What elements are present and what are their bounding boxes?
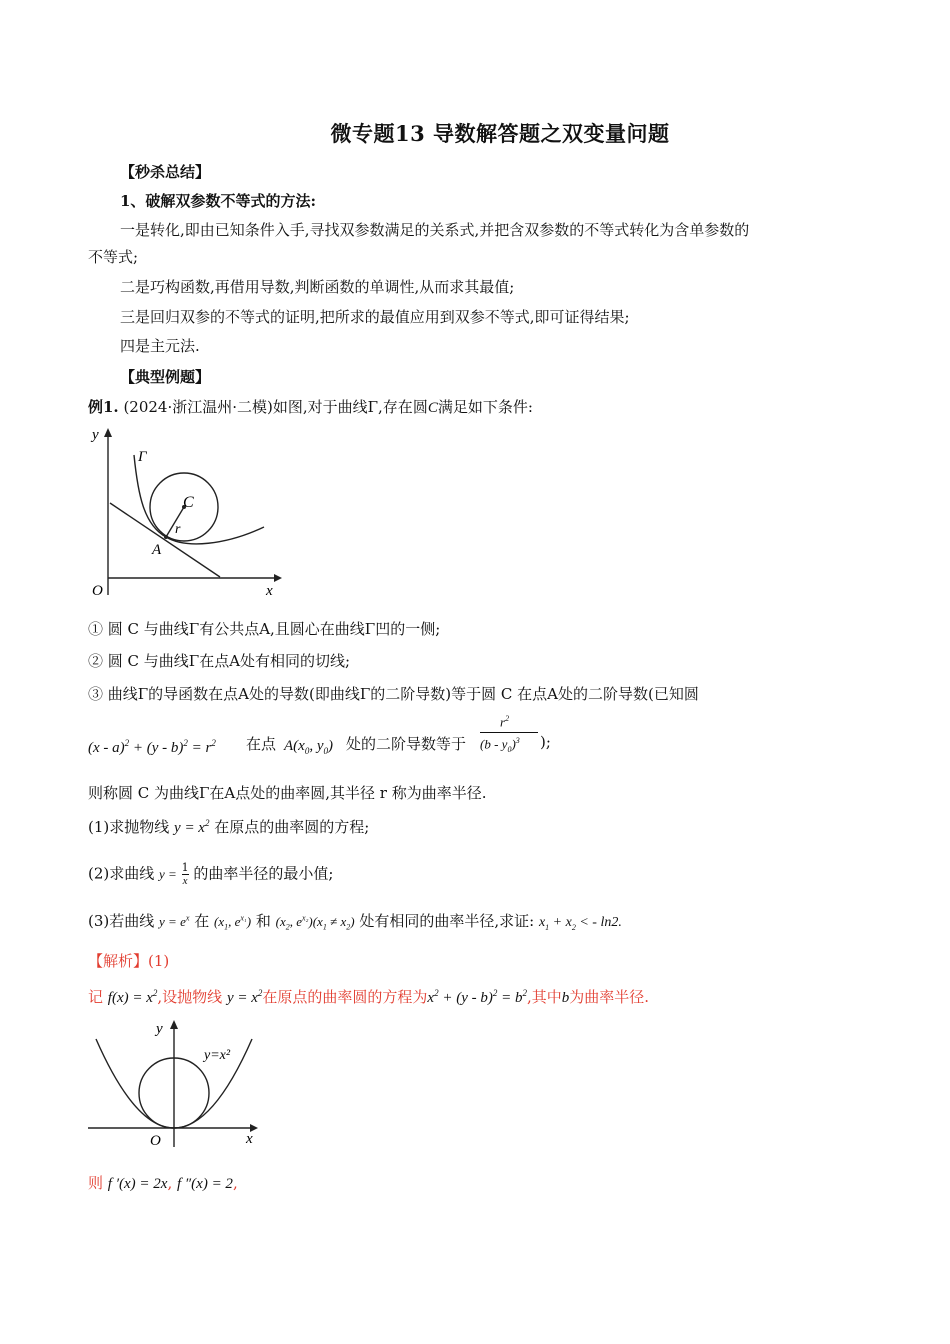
solution-line-1-e: 为曲率半径. <box>569 988 650 1006</box>
question-3-inequality: $x_1 + x_2$ < - ln2. <box>538 915 622 932</box>
y-axis-label: y <box>156 1021 163 1037</box>
solution-b: b <box>561 990 570 1006</box>
solution-f-def: $f(x) = x^2$ <box>107 988 158 1006</box>
example-1-label: 例1. <box>88 398 119 416</box>
y-axis-arrow-icon <box>170 1020 178 1029</box>
point-a-coordinates: $A(x_0$, $y_0$) <box>284 738 333 756</box>
point-a <box>164 535 168 539</box>
page-title: 微专题13 导数解答题之双变量问题 <box>330 121 670 146</box>
solution-line-2-comma: , <box>167 1174 173 1192</box>
x-axis-label: x <box>246 1131 253 1147</box>
solution-line-2 <box>88 1172 238 1193</box>
condition-3-mid: 在点 <box>246 735 277 753</box>
solution-parabola: $y = x^2$ <box>226 988 263 1006</box>
origin-label: O <box>92 583 103 599</box>
y-axis-label: y <box>92 427 99 443</box>
x-axis-arrow-icon <box>274 574 282 582</box>
fraction-bar <box>480 732 538 733</box>
origin-label: O <box>150 1133 161 1149</box>
question-2-formula: y = <box>159 866 177 882</box>
question-1-formula: $y = x^2$ <box>174 818 210 836</box>
circle-equation: $(x - a)^2 + (y - b)^2 = r^2$ <box>88 738 216 756</box>
example-1-intro <box>88 396 533 417</box>
question-2-fraction: $\frac{1}{x}$ <box>181 861 189 887</box>
question-3-point-2: ($x_2$, $e^{x_2})(x_1 \ne x_2)$ <box>275 913 355 932</box>
question-2 <box>88 862 333 887</box>
question-3-point-1: ($x_1$, $e^{x_1}$) <box>213 913 252 932</box>
question-3-prefix: (3)若曲线 <box>88 912 155 930</box>
fraction-denominator: $(b - y_0)^3$ <box>480 736 520 754</box>
circle-c-symbol: C <box>427 400 438 416</box>
second-derivative: f ″(x) = 2 <box>177 1176 233 1192</box>
solution-line-2-comma-2: , <box>232 1174 238 1192</box>
first-derivative: f ′(x) = 2x <box>107 1176 168 1192</box>
curve-label: y=x² <box>204 1048 231 1063</box>
parabola-figure <box>86 1015 266 1150</box>
condition-3-tail: 处的二阶导数等于 <box>346 735 467 753</box>
question-3-curve: $y = e^x$ <box>159 913 190 929</box>
y-axis-arrow-icon <box>104 428 112 437</box>
curvature-definition: 则称圆 C 为曲线Γ在A点处的曲率圆,其半径 r 称为曲率半径. <box>88 784 487 802</box>
condition-3-end: ); <box>540 733 551 751</box>
condition-1: ① 圆 C 与曲线Γ有公共点A,且圆心在曲线Γ凹的一侧; <box>88 620 441 638</box>
example-1-tail: 满足如下条件: <box>437 398 533 416</box>
summary-paragraph-2: 二是巧构函数,再借用导数,判断函数的单调性,从而求其最值; <box>120 278 515 296</box>
question-2-prefix: (2)求曲线 <box>88 864 155 883</box>
summary-subheading: 1、破解双参数不等式的方法: <box>120 192 316 210</box>
fraction-numerator: $r^2$ <box>500 714 510 730</box>
summary-paragraph-4: 四是主元法. <box>120 337 200 355</box>
x-axis-label: x <box>266 583 273 599</box>
question-3-and: 和 <box>255 912 271 930</box>
solution-line-2-prefix: 则 <box>88 1174 104 1192</box>
center-label: C <box>183 494 194 511</box>
example-1-source: (2024·浙江温州·二模)如图,对于曲线Γ,存在圆 <box>123 398 428 416</box>
condition-3: ③ 曲线Γ的导函数在点A处的导数(即曲线Γ的二阶导数)等于圆 C 在点A处的二阶导数(已知圆 <box>88 685 699 703</box>
solution-line-1 <box>88 986 649 1007</box>
summary-paragraph-3: 三是回归双参的不等式的证明,把所求的最值应用到双参不等式,即可证得结果; <box>120 308 630 326</box>
examples-heading: 【典型例题】 <box>120 368 211 386</box>
question-1-prefix: (1)求抛物线 <box>88 818 170 836</box>
question-3-at: 在 <box>194 912 210 930</box>
curve-gamma <box>134 455 264 544</box>
condition-3-formula-line <box>88 714 608 768</box>
solution-line-1-d: ,其中 <box>526 988 562 1006</box>
condition-2: ② 圆 C 与曲线Γ在点A处有相同的切线; <box>88 652 351 670</box>
question-1 <box>88 816 369 837</box>
solution-label: 【解析】(1) <box>88 952 170 970</box>
tangent-line <box>110 503 220 577</box>
solution-circle-equation: $x^2 + (y - b)^2 = b^2$ <box>427 988 527 1006</box>
summary-heading: 【秒杀总结】 <box>120 163 211 181</box>
question-3-suffix: 处有相同的曲率半径,求证: <box>359 912 535 930</box>
solution-line-1-b: ,设抛物线 <box>157 988 223 1006</box>
gamma-label: Γ <box>138 449 147 465</box>
solution-line-1-c: 在原点的曲率圆的方程为 <box>262 988 428 1006</box>
point-a-label: A <box>152 542 162 558</box>
summary-paragraph-1: 一是转化,即由已知条件入手,寻找双参数满足的关系式,并把含双参数的不等式转化为含单参数的 <box>120 221 750 239</box>
curvature-circle-figure <box>86 425 286 600</box>
radius-label: r <box>175 522 181 537</box>
question-3 <box>88 910 622 932</box>
question-2-suffix: 的曲率半径的最小值; <box>193 864 334 883</box>
solution-line-1-prefix: 记 <box>88 988 104 1006</box>
question-1-suffix: 在原点的曲率圆的方程; <box>214 818 370 836</box>
summary-paragraph-1-cont: 不等式; <box>88 248 139 266</box>
